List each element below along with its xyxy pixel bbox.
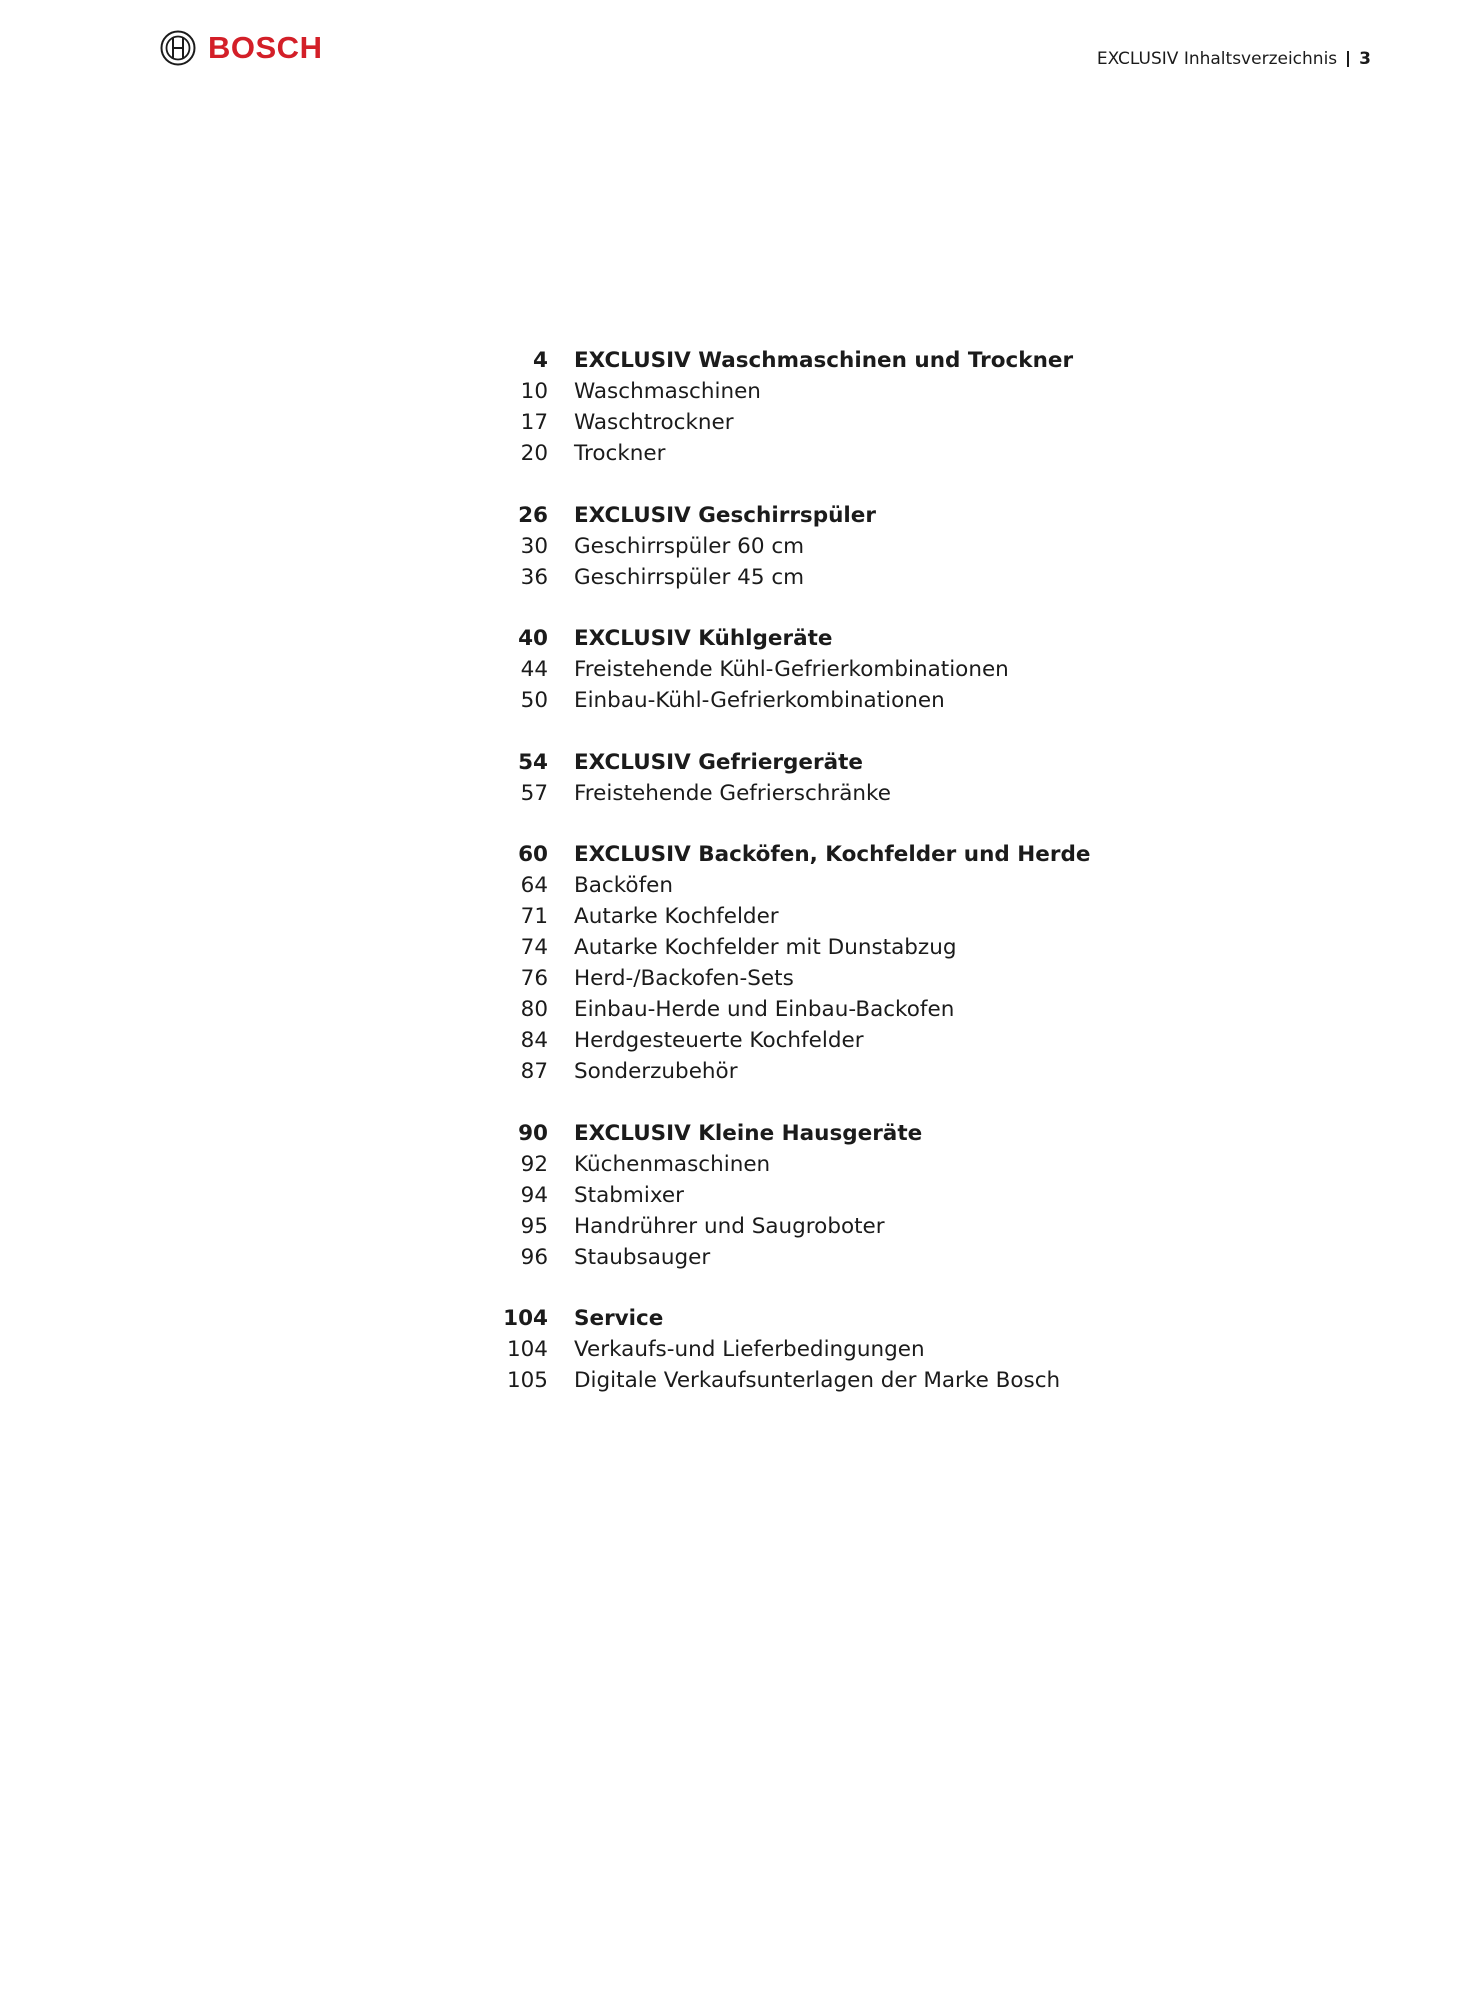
toc-page-number: 64: [520, 873, 548, 898]
toc-page-number: 30: [520, 533, 548, 559]
toc-page-number: 80: [520, 997, 548, 1022]
toc-page-number: 36: [520, 564, 548, 590]
toc-title: EXCLUSIV Backöfen, Kochfelder und Herde: [574, 842, 1091, 867]
toc-title: Trockner: [574, 441, 666, 466]
toc-page-number: 20: [520, 441, 548, 466]
toc-page-number: 60: [518, 842, 548, 867]
toc-title: Waschtrockner: [574, 410, 734, 435]
toc-title: Einbau-Kühl-Gefrierkombinationen: [574, 688, 945, 713]
toc-page-number: 92: [520, 1151, 548, 1177]
toc-heading[interactable]: [500, 1303, 1200, 1334]
toc-heading[interactable]: [500, 747, 1200, 778]
toc-entry[interactable]: [500, 531, 1200, 562]
toc-entry[interactable]: [500, 870, 1200, 901]
toc-page-number: 4: [533, 348, 548, 373]
toc-title: Staubsauger: [574, 1244, 711, 1270]
toc-title: Freistehende Kühl-Gefrierkombinationen: [574, 657, 1009, 682]
toc-entry[interactable]: [500, 1180, 1200, 1211]
toc-page-number: 95: [520, 1213, 548, 1239]
toc-page-number: 10: [520, 379, 548, 404]
toc-page-number: 90: [518, 1120, 548, 1146]
toc-title: Sonderzubehör: [574, 1059, 738, 1084]
toc-title: Geschirrspüler 45 cm: [574, 564, 805, 590]
toc-title: Freistehende Gefrierschränke: [574, 780, 891, 806]
toc-page-number: 17: [520, 410, 548, 435]
toc-entry[interactable]: [500, 1211, 1200, 1242]
toc-title: Handrührer und Saugroboter: [574, 1213, 885, 1239]
toc-entry[interactable]: [500, 654, 1200, 685]
running-header: [1097, 49, 1371, 69]
toc-title: EXCLUSIV Waschmaschinen und Trockner: [574, 348, 1074, 373]
toc-page-number: 104: [506, 1337, 548, 1362]
table-of-contents: [500, 345, 1200, 1427]
toc-page-number: 44: [520, 657, 548, 682]
header-divider: [1347, 51, 1349, 67]
toc-title: EXCLUSIV Geschirrspüler: [574, 502, 876, 528]
toc-page-number: 40: [518, 626, 548, 651]
header-page-number: 3: [1359, 49, 1371, 69]
toc-page-number: 26: [518, 502, 548, 528]
bosch-armature-icon: [160, 30, 196, 66]
toc-entry[interactable]: [500, 562, 1200, 593]
toc-title: Backöfen: [574, 873, 674, 898]
toc-heading[interactable]: [500, 839, 1200, 870]
toc-section: [500, 839, 1200, 1087]
toc-page-number: 50: [520, 688, 548, 713]
toc-title: Digitale Verkaufsunterlagen der Marke Bosch: [574, 1368, 1061, 1393]
toc-title: Service: [574, 1306, 664, 1331]
toc-entry[interactable]: [500, 1149, 1200, 1180]
toc-section: [500, 345, 1200, 469]
toc-entry[interactable]: [500, 376, 1200, 407]
toc-title: Stabmixer: [574, 1182, 684, 1208]
toc-section: [500, 500, 1200, 593]
toc-title: Herd-/Backofen-Sets: [574, 966, 794, 991]
toc-section: [500, 1303, 1200, 1396]
toc-title: Autarke Kochfelder: [574, 904, 779, 929]
toc-title: Waschmaschinen: [574, 379, 761, 404]
toc-page-number: 104: [503, 1306, 548, 1331]
toc-page-number: 94: [520, 1182, 548, 1208]
toc-page-number: 84: [520, 1028, 548, 1053]
toc-entry[interactable]: [500, 778, 1200, 809]
toc-entry[interactable]: [500, 901, 1200, 932]
toc-entry[interactable]: [500, 1056, 1200, 1087]
toc-entry[interactable]: [500, 1334, 1200, 1365]
toc-page-number: 57: [520, 780, 548, 806]
toc-entry[interactable]: [500, 407, 1200, 438]
toc-entry[interactable]: [500, 932, 1200, 963]
toc-heading[interactable]: [500, 1118, 1200, 1149]
toc-heading[interactable]: [500, 500, 1200, 531]
toc-title: EXCLUSIV Kühlgeräte: [574, 626, 833, 651]
toc-heading[interactable]: [500, 623, 1200, 654]
toc-title: Einbau-Herde und Einbau-Backofen: [574, 997, 955, 1022]
toc-entry[interactable]: [500, 1025, 1200, 1056]
toc-title: Herdgesteuerte Kochfelder: [574, 1028, 864, 1053]
bosch-wordmark: BOSCH: [208, 30, 323, 65]
toc-entry[interactable]: [500, 1242, 1200, 1273]
toc-entry[interactable]: [500, 685, 1200, 716]
toc-section: [500, 623, 1200, 716]
bosch-logo: [160, 29, 322, 67]
toc-page-number: 76: [520, 966, 548, 991]
toc-section: [500, 747, 1200, 809]
toc-page-number: 96: [520, 1244, 548, 1270]
toc-title: Verkaufs-und Lieferbedingungen: [574, 1337, 925, 1362]
toc-section: [500, 1118, 1200, 1273]
toc-title: Geschirrspüler 60 cm: [574, 533, 805, 559]
toc-page-number: 74: [520, 935, 548, 960]
toc-page-number: 87: [520, 1059, 548, 1084]
toc-entry[interactable]: [500, 438, 1200, 469]
toc-title: EXCLUSIV Gefriergeräte: [574, 749, 863, 775]
toc-heading[interactable]: [500, 345, 1200, 376]
toc-title: Küchenmaschinen: [574, 1151, 771, 1177]
toc-page-number: 105: [506, 1368, 548, 1393]
toc-title: EXCLUSIV Kleine Hausgeräte: [574, 1120, 923, 1146]
toc-title: Autarke Kochfelder mit Dunstabzug: [574, 935, 957, 960]
header-section-title: EXCLUSIV Inhaltsverzeichnis: [1096, 49, 1338, 69]
toc-entry[interactable]: [500, 1365, 1200, 1396]
toc-page-number: 54: [518, 749, 548, 775]
toc-page-number: 71: [520, 904, 548, 929]
toc-entry[interactable]: [500, 994, 1200, 1025]
toc-entry[interactable]: [500, 963, 1200, 994]
